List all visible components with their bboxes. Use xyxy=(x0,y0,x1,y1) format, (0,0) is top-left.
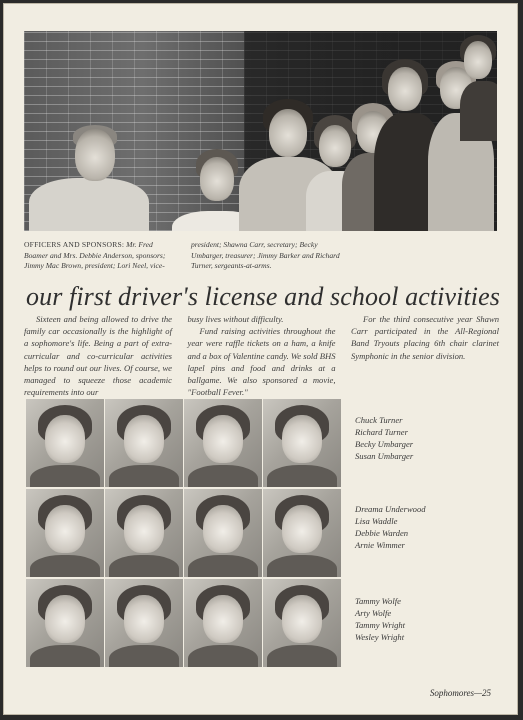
caption-text: Mr. Fred Boamer and Mrs. Debbie Anderson, sponsors; Jimmy Mac Brown, president; Lori Neel, vice-president; Shawna Carr, secretary; Becky Umbarger, treasurer; Jimmy Barker and Richard Turner, sergeants-at-arms. xyxy=(24,240,340,270)
names-row-1 xyxy=(355,414,413,462)
student-name: Becky Umbarger xyxy=(355,439,414,449)
portrait-shoulders xyxy=(267,555,337,577)
student-portrait xyxy=(263,579,341,667)
portrait-shoulders xyxy=(188,555,258,577)
portrait-shoulders xyxy=(267,465,337,487)
student-name: Tammy Wright xyxy=(355,620,406,630)
yearbook-page xyxy=(3,3,518,715)
body-column-3-paragraph: For the third consecutive year Shawn Carr participated in the All-Regional Band Tryouts placing 6th chair clarinet Symphonic in the senior division. xyxy=(351,314,499,361)
student-portrait xyxy=(263,489,341,577)
student-name: Tammy Wolfe xyxy=(355,596,401,606)
student-portrait xyxy=(263,399,341,487)
portrait-shoulders xyxy=(109,465,179,487)
portrait-shoulders xyxy=(30,645,100,667)
portrait-shoulders xyxy=(188,645,258,667)
portrait-face xyxy=(124,415,164,463)
student-portrait xyxy=(184,399,262,487)
body-column-1: Sixteen and being allowed to drive the family car occasionally is the highlight of a sophomore's life. Being a part of extra-curricular and co-curricular activities helps to round out our lives. Of course, we managed to squeeze those academic requirements into our xyxy=(24,314,172,398)
body-column-3 xyxy=(351,313,499,398)
names-row-2 xyxy=(355,503,426,551)
student-name: Susan Umbarger xyxy=(355,451,414,461)
student-name: Chuck Turner xyxy=(355,415,403,425)
portrait-face xyxy=(203,595,243,643)
portrait-face xyxy=(203,505,243,553)
student-name: Wesley Wright xyxy=(355,632,405,642)
names-row-3 xyxy=(355,595,405,643)
body-column-2 xyxy=(188,313,336,398)
portrait-face xyxy=(45,595,85,643)
portrait-shoulders xyxy=(30,465,100,487)
portrait-face xyxy=(45,415,85,463)
portrait-shoulders xyxy=(188,465,258,487)
portrait-shoulders xyxy=(109,555,179,577)
student-portrait xyxy=(184,489,262,577)
student-portrait xyxy=(105,579,183,667)
portrait-shoulders xyxy=(30,555,100,577)
student-name: Arnie Wimmer xyxy=(355,540,405,550)
student-portrait xyxy=(26,399,104,487)
portrait-face xyxy=(124,595,164,643)
portrait-face xyxy=(124,505,164,553)
portrait-face xyxy=(45,505,85,553)
student-portrait xyxy=(184,579,262,667)
student-name: Dreama Underwood xyxy=(355,504,426,514)
student-name: Richard Turner xyxy=(355,427,408,437)
page-headline: our first driver's license and school activities xyxy=(26,282,500,311)
student-name: Arty Wolfe xyxy=(355,608,392,618)
portrait-face xyxy=(282,415,322,463)
student-name: Lisa Waddle xyxy=(355,516,398,526)
body-column-2-paragraph: Fund raising activities throughout the year were raffle tickets on a ham, a knife and a box of Valentine candy. We sold BHS lapel pins and food and drinks at a ballgame. We also sponsored a movie, "Football Fever." xyxy=(187,326,336,398)
portrait-face xyxy=(203,415,243,463)
student-portrait xyxy=(105,489,183,577)
student-name: Debbie Warden xyxy=(355,528,409,538)
portrait-shoulders xyxy=(267,645,337,667)
caption-lead: OFFICERS AND SPONSORS: xyxy=(24,240,125,249)
portrait-face xyxy=(282,595,322,643)
photo-caption xyxy=(24,240,344,272)
student-portrait xyxy=(105,399,183,487)
portrait-face xyxy=(282,505,322,553)
body-column-2-continued: busy lives without difficulty. xyxy=(187,314,284,324)
portrait-shoulders xyxy=(109,645,179,667)
student-portrait xyxy=(26,579,104,667)
body-text xyxy=(24,313,499,398)
officers-group-photo xyxy=(24,31,497,231)
page-footer: Sophomores—25 xyxy=(429,688,491,698)
student-portrait xyxy=(26,489,104,577)
